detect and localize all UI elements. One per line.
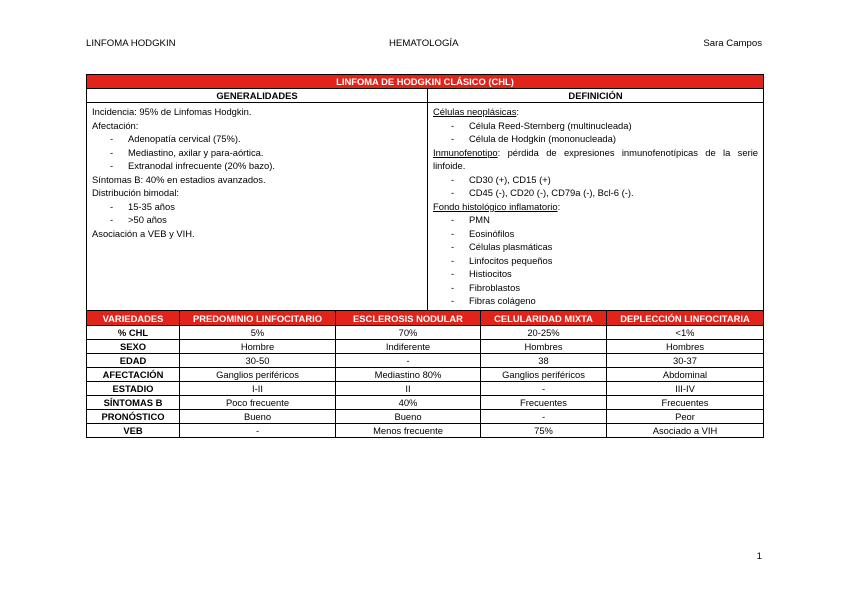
list-item: - CD45 (-), CD20 (-), CD79a (-), Bcl-6 (-).	[433, 186, 758, 200]
list-item: - >50 años	[92, 213, 422, 227]
header-cell: PREDOMINIO LINFOCITARIO	[180, 311, 336, 326]
row-label: VEB	[87, 424, 180, 438]
table-cell: -	[336, 354, 481, 368]
table-row	[87, 340, 764, 354]
table-row	[87, 368, 764, 382]
list-item: - Extranodal infrecuente (20% bazo).	[92, 159, 422, 173]
table-cell: 20-25%	[481, 326, 607, 340]
table-cell: Poco frecuente	[180, 396, 336, 410]
hodgkin-overview-table	[86, 74, 764, 311]
row-label: AFECTACIÓN	[87, 368, 180, 382]
table-row	[87, 424, 764, 438]
table-cell: 30-50	[180, 354, 336, 368]
table-row	[87, 354, 764, 368]
afectacion-label: Afectación:	[92, 119, 139, 131]
list-item: - Célula Reed-Sternberg (multinucleada)	[433, 119, 758, 133]
table-cell: I-II	[180, 382, 336, 396]
row-label: SEXO	[87, 340, 180, 354]
table-cell: 40%	[336, 396, 481, 410]
header-cell: CELULARIDAD MIXTA	[481, 311, 607, 326]
varieties-header-row	[87, 311, 764, 326]
table-row	[87, 382, 764, 396]
header-cell: VARIEDADES	[87, 311, 180, 326]
table-cell: Hombres	[481, 340, 607, 354]
list-item: - PMN	[433, 213, 758, 227]
table-row	[87, 326, 764, 340]
list-item: - Adenopatía cervical (75%).	[92, 132, 422, 146]
table-cell: Frecuentes	[607, 396, 764, 410]
header-cell: ESCLEROSIS NODULAR	[336, 311, 481, 326]
distribucion-label: Distribución bimodal:	[92, 187, 180, 198]
table-cell: Asociado a VIH	[607, 424, 764, 438]
row-label: SÍNTOMAS B	[87, 396, 180, 410]
table-cell: Bueno	[336, 410, 481, 424]
table-cell: 30-37	[607, 354, 764, 368]
table-cell: 38	[481, 354, 607, 368]
page-number: 1	[756, 551, 762, 562]
row-label: EDAD	[87, 354, 180, 368]
sintomas-text: Síntomas B: 40% en estadios avanzados.	[92, 173, 266, 185]
table-cell: 5%	[180, 326, 336, 340]
list-item: - Eosinófilos	[433, 227, 758, 241]
list-item: - Fibroblastos	[433, 281, 758, 295]
row-label: ESTADIO	[87, 382, 180, 396]
table-cell: 70%	[336, 326, 481, 340]
list-item: - CD30 (+), CD15 (+)	[433, 173, 758, 187]
definicion-cell	[428, 103, 764, 311]
header-cell: DEPLECCIÓN LINFOCITARIA	[607, 311, 764, 326]
list-item: - Células plasmáticas	[433, 240, 758, 254]
celulas-heading	[433, 105, 758, 119]
table-cell: Menos frecuente	[336, 424, 481, 438]
table-cell: II	[336, 382, 481, 396]
table-cell: III-IV	[607, 382, 764, 396]
fondo-suffix: :	[557, 200, 561, 212]
table-title: LINFOMA DE HODGKIN CLÁSICO (CHL)	[87, 75, 764, 89]
row-label: PRONÓSTICO	[87, 410, 180, 424]
row-label: % CHL	[87, 326, 180, 340]
celulas-suffix: :	[516, 106, 519, 117]
list-item: - 15-35 años	[92, 200, 422, 214]
header-author: Sara Campos	[703, 38, 762, 49]
header-center: HEMATOLOGÍA	[389, 38, 459, 49]
inmuno-text: : pérdida de expresiones inmunofenotípicas de la serie linfoide.	[433, 146, 759, 171]
fondo-label: Fondo histológico inflamatorio	[433, 200, 558, 212]
table-cell: Hombres	[607, 340, 764, 354]
table-row	[87, 396, 764, 410]
table-cell: Bueno	[180, 410, 336, 424]
table-cell: Ganglios periféricos	[481, 368, 607, 382]
table-cell: Peor	[607, 410, 764, 424]
varieties-table	[86, 310, 764, 438]
inmuno-paragraph	[433, 146, 758, 173]
table-cell: -	[481, 382, 607, 396]
table-cell: Mediastino 80%	[336, 368, 481, 382]
incidencia-text: Incidencia: 95% de Linfomas Hodgkin.	[92, 106, 252, 117]
table-cell: -	[481, 410, 607, 424]
list-item: - Mediastino, axilar y para-aórtica.	[92, 146, 422, 160]
asociacion-text: Asociación a VEB y VIH.	[92, 227, 195, 239]
col-header-generalidades: GENERALIDADES	[87, 89, 428, 103]
list-item: - Fibras colágeno	[433, 294, 758, 308]
list-item: - Linfocitos pequeños	[433, 254, 758, 268]
table-cell: 75%	[481, 424, 607, 438]
header-left: LINFOMA HODGKIN	[86, 38, 176, 49]
table-cell: Abdominal	[607, 368, 764, 382]
fondo-heading	[433, 200, 758, 214]
table-cell: Ganglios periféricos	[180, 368, 336, 382]
inmuno-label: Inmunofenotipo	[433, 146, 498, 158]
celulas-label: Células neoplásicas	[433, 106, 517, 117]
list-item: - Histiocitos	[433, 267, 758, 281]
table-cell: <1%	[607, 326, 764, 340]
col-header-definicion: DEFINICIÓN	[428, 89, 764, 103]
list-item: - Célula de Hodgkin (mononucleada)	[433, 132, 758, 146]
table-cell: Hombre	[180, 340, 336, 354]
table-cell: Frecuentes	[481, 396, 607, 410]
table-cell: -	[180, 424, 336, 438]
table-cell: Indiferente	[336, 340, 481, 354]
generalidades-cell	[87, 103, 428, 311]
table-row	[87, 410, 764, 424]
